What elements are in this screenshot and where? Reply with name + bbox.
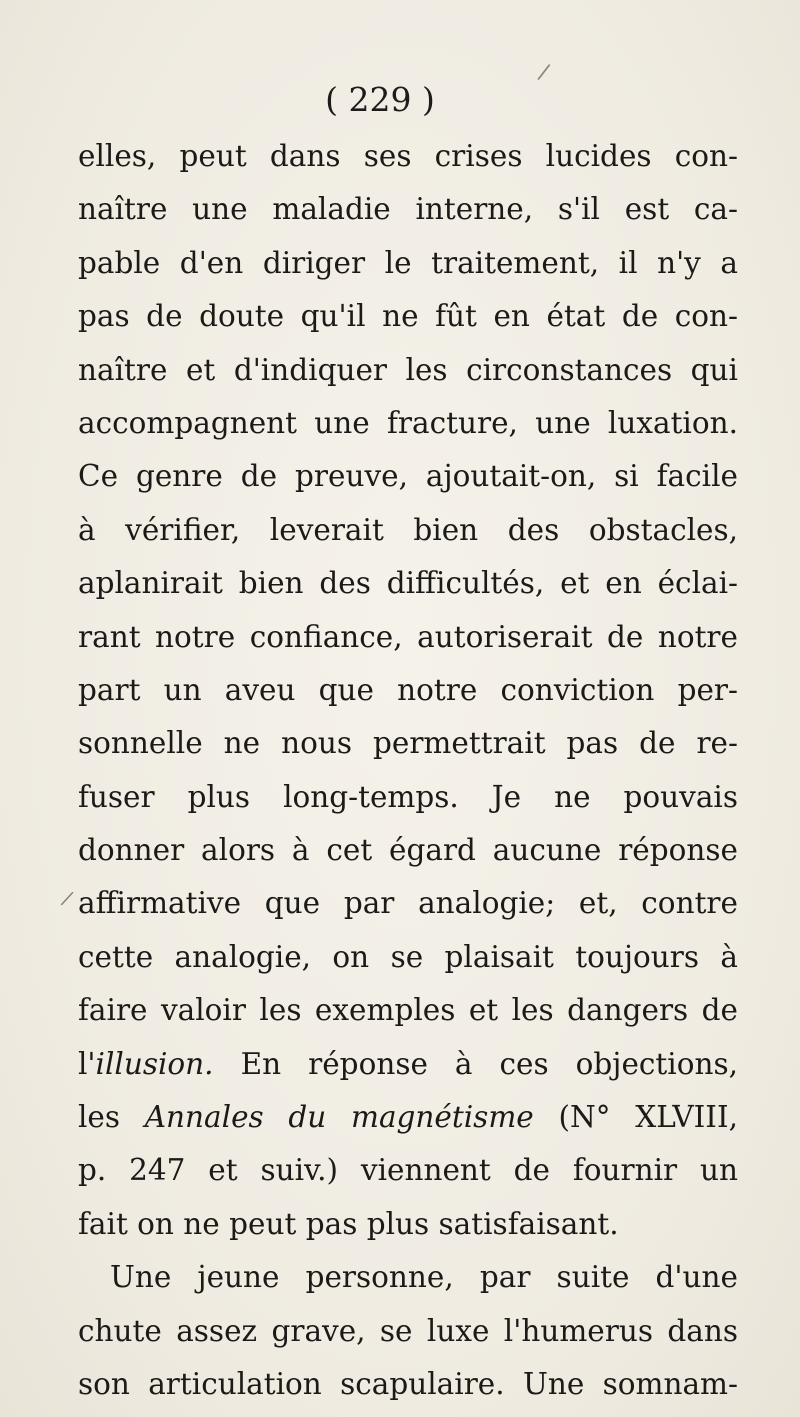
text-segment: l' [78, 1046, 96, 1081]
body-text [78, 130, 738, 1411]
text-line [78, 717, 738, 770]
text-segment: Ce genre de preuve, ajoutait-on, si facile [78, 459, 738, 494]
text-line [78, 1038, 738, 1091]
text-segment: part un aveu que notre conviction per- [78, 672, 738, 707]
text-line [78, 183, 738, 236]
text-line [78, 664, 738, 717]
text-segment: accompagnent une fracture, une luxation. [78, 405, 738, 440]
text-line [78, 771, 738, 824]
text-segment: sonnelle ne nous permettrait pas de re- [78, 726, 738, 761]
text-segment: aplanirait bien des difficultés, et en éclai- [78, 566, 738, 601]
text-line [78, 611, 738, 664]
text-line [78, 1251, 738, 1304]
text-segment: affirmative que par analogie; et, contre [78, 886, 738, 921]
text-line [78, 504, 738, 557]
text-line [78, 877, 738, 930]
text-line [78, 984, 738, 1037]
text-segment: les [78, 1100, 145, 1135]
text-segment: cette analogie, on se plaisait toujours à [78, 939, 738, 974]
text-line [78, 824, 738, 877]
text-segment: fait on ne peut pas plus satisfaisant. [78, 1206, 619, 1241]
text-segment: pable d'en diriger le traitement, il n'y a [78, 245, 738, 280]
margin-mark: / [535, 59, 552, 86]
text-line [78, 450, 738, 503]
text-line [78, 1305, 738, 1358]
text-segment: chute assez grave, se luxe l'humerus dans [78, 1313, 738, 1348]
text-line [78, 237, 738, 290]
page-number: ( 229 ) [325, 80, 435, 119]
text-segment: fuser plus long-temps. Je ne pouvais [78, 779, 738, 814]
text-line [78, 1144, 738, 1197]
text-segment: à vérifier, leverait bien des obstacles, [78, 512, 738, 547]
text-line [78, 1358, 738, 1411]
text-line [78, 1198, 738, 1251]
text-line [78, 1091, 738, 1144]
text-segment: faire valoir les exemples et les dangers de [78, 993, 738, 1028]
text-segment: rant notre confiance, autoriserait de notre [78, 619, 738, 654]
text-line [78, 397, 738, 450]
text-segment: naître et d'indiquer les circonstances qui [78, 352, 738, 387]
text-line [78, 130, 738, 183]
italic-text: Annales du magnétisme [144, 1100, 534, 1135]
text-segment: p. 247 et suiv.) viennent de fournir un [78, 1153, 738, 1188]
text-segment: En réponse à ces objections, [213, 1046, 738, 1081]
text-segment: pas de doute qu'il ne fût en état de con- [78, 299, 738, 334]
text-segment: Une jeune personne, par suite d'une [110, 1260, 738, 1295]
text-segment: elles, peut dans ses crises lucides con- [78, 139, 738, 173]
text-line [78, 344, 738, 397]
text-line [78, 290, 738, 343]
italic-text: illusion. [95, 1046, 214, 1081]
text-segment: naître une maladie interne, s'il est ca- [78, 192, 738, 227]
text-segment: son articulation scapulaire. Une somnam- [78, 1366, 738, 1401]
text-line [78, 931, 738, 984]
text-segment: donner alors à cet égard aucune réponse [78, 833, 738, 868]
text-segment: (N° XLVIII, [533, 1100, 738, 1135]
text-line [78, 557, 738, 610]
margin-mark: / [59, 885, 76, 911]
